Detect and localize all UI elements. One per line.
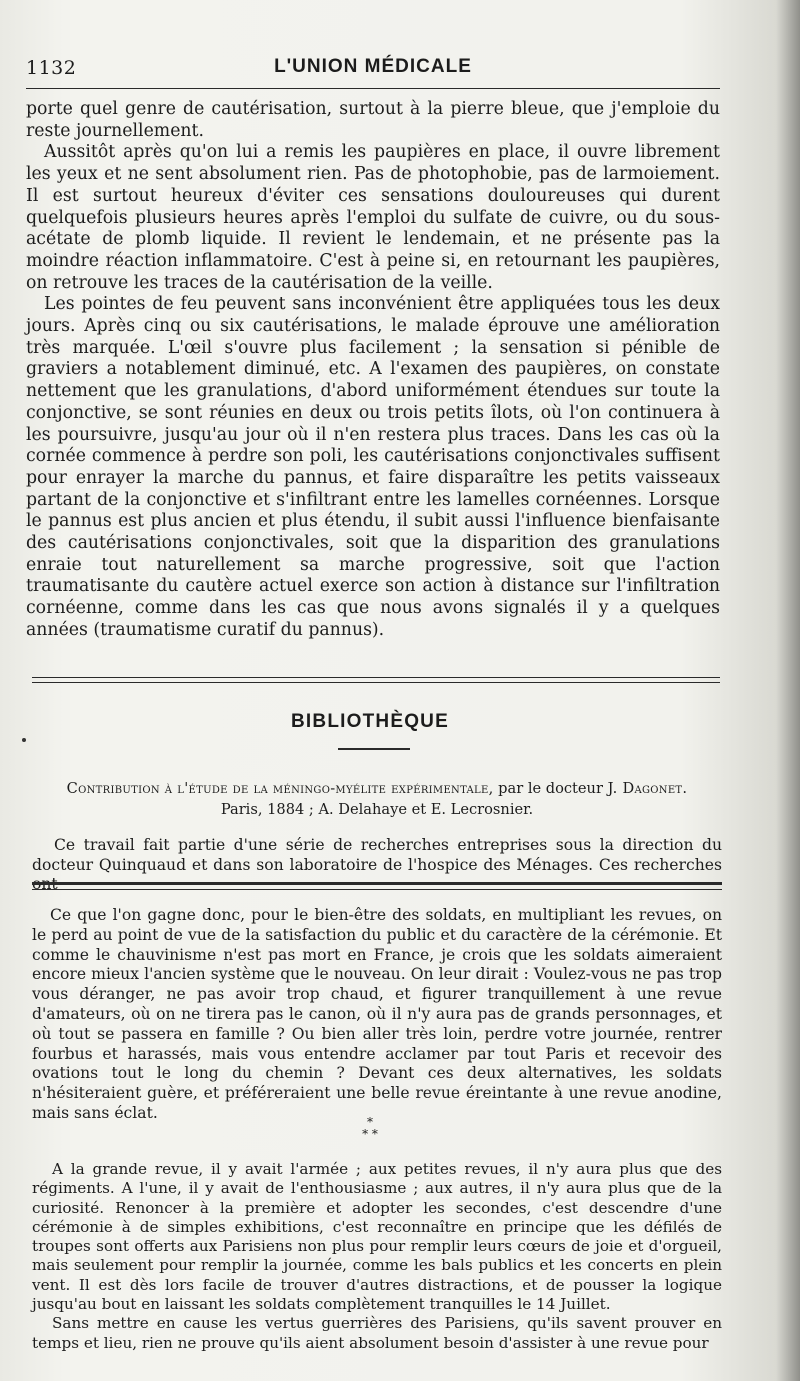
- section-rule-bottom: [32, 682, 720, 683]
- asterism-bottom: * *: [362, 1127, 378, 1141]
- margin-mark: [22, 738, 26, 742]
- feuilleton-continued: [32, 1160, 722, 1353]
- article-body: [26, 99, 720, 642]
- header-rule: [26, 88, 720, 89]
- article-paragraph: Aussitôt après qu'on lui a remis les paupières en place, il ouvre librement les yeux et ne sent absolument rien. Pas de photophobie, pas de larmoiement. Il est surtout heureux d'éviter ces sensations douloureuses qui durent quelquefois plusieurs heures après l'emploi du sulfate de cuivre, ou du sous-acétate de plomb liquide. Il revient le lendemain, et ne présente pas la moindre réaction inflammatoire. C'est à peine si, en retournant les paupières, on retrouve les traces de la cautérisation de la veille.: [26, 142, 720, 293]
- review-text: Ce travail fait partie d'une série de recherches entreprises sous la direction du docteur Quinquaud et dans son laboratoire de l'hospice des Ménages. Ces recherches: [32, 836, 722, 874]
- feuilleton-paragraph: Ce que l'on gagne donc, pour le bien-être des soldats, en multipliant les revues, on le perd au point de vue de la satisfaction du public et du caractère de la cérémonie. Et comme le chauvinisme n'est pas mort en France, je crois que les soldats aimeraient encore mieux l'ancien système que le nouveau. On leur dirait : Voulez-vous ne pas trop vous déranger, ne pas avoir trop chaud, et figurer tranquillement à une revue d'amateurs, où on ne tirera pas le canon, où il n'y aura pas de grands personnages, et où tout se passera en famille ? Ou bien aller très loin, perdre votre journée, rentrer fourbus et harassés, mais vous entendre acclamer par tout Paris et recevoir des ovations tout le long du chemin ? Devant ces deux alternatives, les soldats n'hésiteraient guère, et préféreraient une belle revue éreintante à une revue anodine, mais sans éclat.: [32, 906, 722, 1122]
- title-underline: [338, 748, 410, 750]
- feuilleton-rule-bottom: [32, 889, 722, 890]
- page-header: [26, 52, 720, 82]
- asterism: [0, 1116, 740, 1140]
- article-paragraph: Les pointes de feu peuvent sans inconvénient être appliquées tous les deux jours. Après cinq ou six cautérisations, le malade éprouve une amélioration très marquée. L'œil s'ouvre plus facilement ; la sensation si pénible de graviers a notablement diminué, etc. A l'examen des paupières, on constate nettement que les granulations, d'abord uniformément étendues sur toute la conjonctive, se sont réunies en deux ou trois petits îlots, où l'on continuera à les poursuivre, jusqu'au jour où il n'en restera plus traces. Dans les cas où la cornée commence à perdre son poli, les cautérisations conjonctivales suffisent pour enrayer la marche du pannus, et faire disparaître les petits vaisseaux partant de la conjonctive et s'infiltrant entre les lamelles cornéennes. Lorsque le pannus est plus ancien et plus étendu, il subit aussi l'influence bienfaisante des cautérisations conjonctivales, soit que la disparition des granulations enraie tout naturellement sa marche progressive, soit que l'action traumatisante du cautère actuel exerce son action à distance sur l'infiltration cornéenne, comme dans les cas que nous avons signalés il y a quelques années (traumatisme curatif du pannus).: [26, 294, 720, 640]
- review-publication: Paris, 1884 ; A. Delahaye et E. Lecrosnier.: [220, 801, 534, 818]
- review-heading: [32, 778, 722, 820]
- review-author-prefix: par le docteur: [498, 780, 603, 797]
- article-paragraph: porte quel genre de cautérisation, surtout à la pierre bleue, que j'emploie du reste journellement.: [26, 99, 720, 141]
- section-rule-top: [32, 677, 720, 678]
- section-title: BIBLIOTHÈQUE: [291, 711, 449, 732]
- running-title: L'UNION MÉDICALE: [274, 56, 472, 77]
- page-number: 1132: [26, 57, 77, 79]
- review-title: Contribution à l'étude de la méningo-myélite expérimentale,: [66, 780, 494, 797]
- asterism-top: *: [367, 1115, 373, 1129]
- review-author: J. Dagonet.: [607, 780, 688, 797]
- feuilleton-rule-top: [32, 882, 722, 885]
- feuilleton-paragraph: A la grande revue, il y avait l'armée ; aux petites revues, il n'y aura plus que des régiments. A l'une, il y avait de l'enthousiasme ; aux autres, il n'y aura plus que de la curiosité. Renoncer à la première et adopter les secondes, c'est descendre d'une cérémonie à de simples exhibitions, c'est reconnaître en principe que les défilés de troupes sont offerts aux Parisiens non plus pour remplir leurs cœurs de joie et d'orgueil, mais seulement pour remplir la journée, comme les bals publics et les concerts en plein vent. Il est dès lors facile de trouver d'autres distractions, et de pousser la logique jusqu'au bout en laissant les soldats complètement tranquilles le 14 Juillet.: [32, 1160, 722, 1314]
- feuilleton-paragraph: Sans mettre en cause les vertus guerrières des Parisiens, qu'ils savent prouver en temps et lieu, rien ne prouve qu'ils aient absolument besoin d'assister à une revue pour: [32, 1314, 722, 1352]
